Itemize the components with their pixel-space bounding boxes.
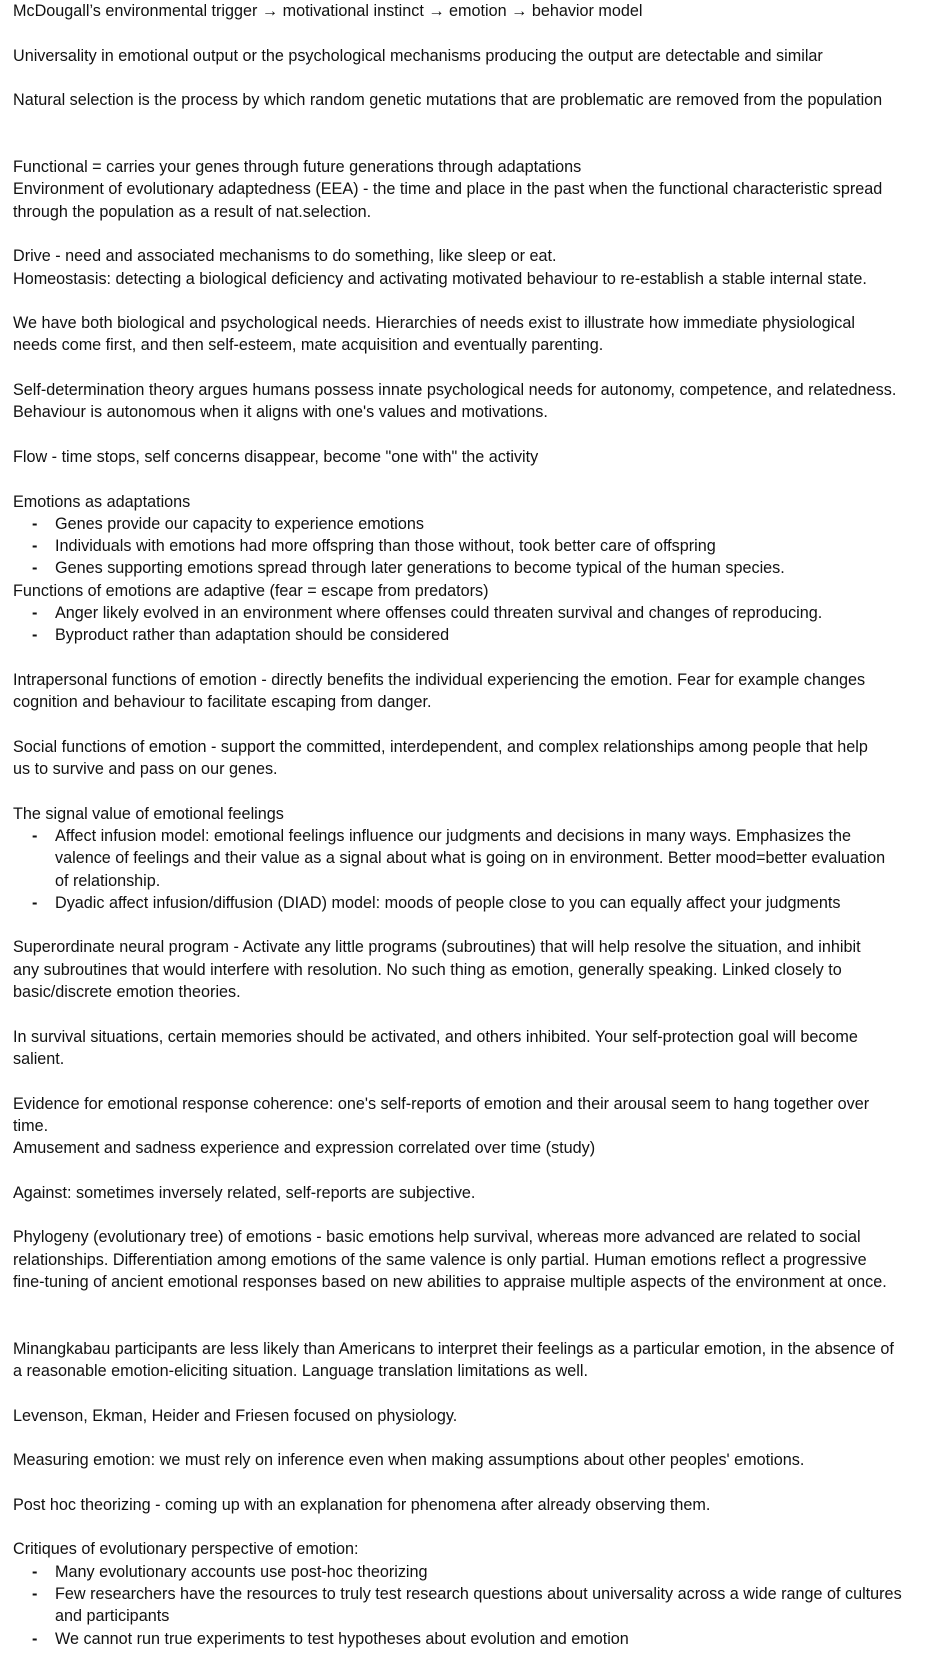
text-line: Homeostasis: detecting a biological deficiency and activating motivated behaviour to re-establish a stable internal state. — [13, 269, 867, 288]
paragraph — [13, 936, 943, 1003]
text-line: Minangkabau participants are less likely than Americans to interpret their feelings as a particular emotion, in the absence of — [13, 1339, 894, 1358]
text-line: us to survive and pass on our genes. — [13, 760, 278, 779]
bullet-text-line: Anger likely evolved in an environment where offenses could threaten survival and changes of reproducing. — [55, 604, 823, 623]
text-line: Intrapersonal functions of emotion - directly benefits the individual experiencing the emotion. Fear for example changes — [13, 670, 866, 689]
text-line: Emotions as adaptations — [13, 492, 191, 511]
paragraph-spacer — [13, 714, 943, 736]
paragraph — [13, 89, 943, 111]
text-line: Self-determination theory argues humans possess innate psychological needs for autonomy, competence, and relatedness. — [13, 381, 897, 400]
bullet-text-line: Many evolutionary accounts use post-hoc theorizing — [55, 1562, 428, 1581]
bullet-item — [13, 557, 943, 579]
paragraph-spacer — [13, 223, 943, 245]
text-line: In survival situations, certain memories should be activated, and others inhibited. Your self-protection goal will become — [13, 1027, 858, 1046]
dash-bullet-icon: - — [32, 893, 38, 912]
paragraph — [13, 1226, 943, 1293]
text-line: cognition and behaviour to facilitate escaping from danger. — [13, 693, 432, 712]
text-line: Critiques of evolutionary perspective of emotion: — [13, 1540, 359, 1559]
bullet-item — [13, 1583, 943, 1628]
bullet-list — [13, 825, 943, 914]
paragraph — [13, 1093, 943, 1160]
text-line: any subroutines that would interfere with resolution. No such thing as emotion, generally speaking. Linked closely to — [13, 960, 842, 979]
paragraph — [13, 379, 943, 424]
paragraph — [13, 1538, 943, 1560]
bullet-item — [13, 535, 943, 557]
text-line: Behaviour is autonomous when it aligns with one's values and motivations. — [13, 403, 548, 422]
text-line: Social functions of emotion - support the committed, interdependent, and complex relationships among people that help — [13, 737, 868, 756]
paragraph — [13, 803, 943, 825]
bullet-text-line: Affect infusion model: emotional feelings influence our judgments and decisions in many ways. Emphasizes the — [55, 826, 852, 845]
text-line: Environment of evolutionary adaptedness (EEA) - the time and place in the past when the functional characteristic spread — [13, 180, 883, 199]
dash-bullet-icon: - — [32, 537, 38, 556]
paragraph — [13, 45, 943, 67]
dash-bullet-icon: - — [32, 1562, 38, 1581]
paragraph-spacer — [13, 914, 943, 936]
paragraph — [13, 245, 943, 290]
bullet-text-line: of relationship. — [55, 871, 161, 890]
bullet-item — [13, 513, 943, 535]
dash-bullet-icon: - — [32, 514, 38, 533]
paragraph-spacer — [13, 1003, 943, 1025]
paragraph-spacer — [13, 1159, 943, 1181]
bullet-list — [13, 1561, 943, 1650]
text-line: basic/discrete emotion theories. — [13, 983, 241, 1002]
bullet-text-line: Individuals with emotions had more offspring than those without, took better care of offspring — [55, 537, 716, 556]
paragraph — [13, 156, 943, 223]
bullet-text-line: Genes provide our capacity to experience emotions — [55, 514, 424, 533]
paragraph — [13, 736, 943, 781]
bullet-text-line: valence of feelings and their value as a signal about what is going on in environment. Better mood=better evaluation — [55, 849, 886, 868]
dash-bullet-icon: - — [32, 626, 38, 645]
text-line: We have both biological and psychological needs. Hierarchies of needs exist to illustrate how immediate physiological — [13, 314, 855, 333]
dash-bullet-icon: - — [32, 604, 38, 623]
bullet-item — [13, 892, 943, 914]
text-line: fine-tuning of ancient emotional responses based on new abilities to appraise multiple aspects of the environment at once. — [13, 1272, 887, 1291]
paragraph-spacer — [13, 1293, 943, 1338]
dash-bullet-icon: - — [32, 826, 38, 845]
paragraph-spacer — [13, 22, 943, 44]
bullet-text-line: Genes supporting emotions spread through later generations to become typical of the human species. — [55, 559, 785, 578]
text-line: relationships. Differentiation among emotions of the same valence is only partial. Human emotions reflect a progressive — [13, 1250, 867, 1269]
text-line: Levenson, Ekman, Heider and Friesen focused on physiology. — [13, 1406, 458, 1425]
paragraph — [13, 1182, 943, 1204]
text-line: a reasonable emotion-eliciting situation. Language translation limitations as well. — [13, 1362, 588, 1381]
paragraph-spacer — [13, 468, 943, 490]
bullet-text-line: Byproduct rather than adaptation should be considered — [55, 626, 450, 645]
paragraph — [13, 1405, 943, 1427]
bullet-text-line: We cannot run true experiments to test hypotheses about evolution and emotion — [55, 1629, 629, 1648]
bullet-item — [13, 1561, 943, 1583]
paragraph-spacer — [13, 1070, 943, 1092]
paragraph-spacer — [13, 67, 943, 89]
text-line: The signal value of emotional feelings — [13, 804, 284, 823]
paragraph — [13, 669, 943, 714]
paragraph-spacer — [13, 1427, 943, 1449]
paragraph — [13, 1494, 943, 1516]
bullet-text-line: Few researchers have the resources to truly test research questions about universality across a wide range of cultures — [55, 1585, 902, 1604]
bullet-item — [13, 602, 943, 624]
dash-bullet-icon: - — [32, 559, 38, 578]
paragraph — [13, 1338, 943, 1383]
paragraph-spacer — [13, 1516, 943, 1538]
paragraph — [13, 312, 943, 357]
dash-bullet-icon: - — [32, 1629, 38, 1648]
bullet-list — [13, 513, 943, 580]
text-line: through the population as a result of nat.selection. — [13, 202, 372, 221]
text-line: needs come first, and then self-esteem, mate acquisition and eventually parenting. — [13, 336, 604, 355]
text-line: Functional = carries your genes through future generations through adaptations — [13, 158, 582, 177]
paragraph — [13, 580, 943, 602]
paragraph — [13, 446, 943, 468]
bullet-text-line: Dyadic affect infusion/diffusion (DIAD) model: moods of people close to you can equally affect your judgments — [55, 893, 841, 912]
paragraph-spacer — [13, 111, 943, 156]
text-line: Universality in emotional output or the psychological mechanisms producing the output are detectable and similar — [13, 46, 823, 65]
paragraph-spacer — [13, 647, 943, 669]
paragraph — [13, 1449, 943, 1471]
text-line: Measuring emotion: we must rely on inference even when making assumptions about other peoples' emotions. — [13, 1451, 805, 1470]
dash-bullet-icon: - — [32, 1585, 38, 1604]
text-line: Amusement and sadness experience and expression correlated over time (study) — [13, 1139, 596, 1158]
text-line: time. — [13, 1116, 49, 1135]
paragraph-spacer — [13, 1382, 943, 1404]
text-line: Drive - need and associated mechanisms to do something, like sleep or eat. — [13, 247, 557, 266]
paragraph-spacer — [13, 424, 943, 446]
text-line: Evidence for emotional response coherence: one's self-reports of emotion and their arousal seem to hang together over — [13, 1094, 870, 1113]
text-line: McDougall’s environmental trigger → motivational instinct → emotion → behavior model — [13, 2, 643, 20]
text-line: salient. — [13, 1049, 65, 1068]
paragraph — [13, 491, 943, 513]
text-line: Functions of emotions are adaptive (fear = escape from predators) — [13, 581, 489, 600]
paragraph — [13, 0, 943, 22]
document-body — [13, 0, 943, 1650]
bullet-item — [13, 1628, 943, 1650]
text-line: Superordinate neural program - Activate any little programs (subroutines) that will help resolve the situation, and inhibit — [13, 938, 861, 957]
bullet-text-line: and participants — [55, 1607, 170, 1626]
paragraph-spacer — [13, 290, 943, 312]
bullet-item — [13, 825, 943, 892]
paragraph — [13, 1026, 943, 1071]
paragraph-spacer — [13, 780, 943, 802]
text-line: Against: sometimes inversely related, self-reports are subjective. — [13, 1183, 476, 1202]
text-line: Post hoc theorizing - coming up with an explanation for phenomena after already observing them. — [13, 1495, 711, 1514]
text-line: Phylogeny (evolutionary tree) of emotions - basic emotions help survival, whereas more advanced are related to social — [13, 1228, 861, 1247]
text-line: Flow - time stops, self concerns disappear, become "one with" the activity — [13, 447, 539, 466]
paragraph-spacer — [13, 1472, 943, 1494]
paragraph-spacer — [13, 1204, 943, 1226]
bullet-item — [13, 624, 943, 646]
paragraph-spacer — [13, 357, 943, 379]
bullet-list — [13, 602, 943, 647]
text-line: Natural selection is the process by which random genetic mutations that are problematic are removed from the population — [13, 91, 883, 110]
